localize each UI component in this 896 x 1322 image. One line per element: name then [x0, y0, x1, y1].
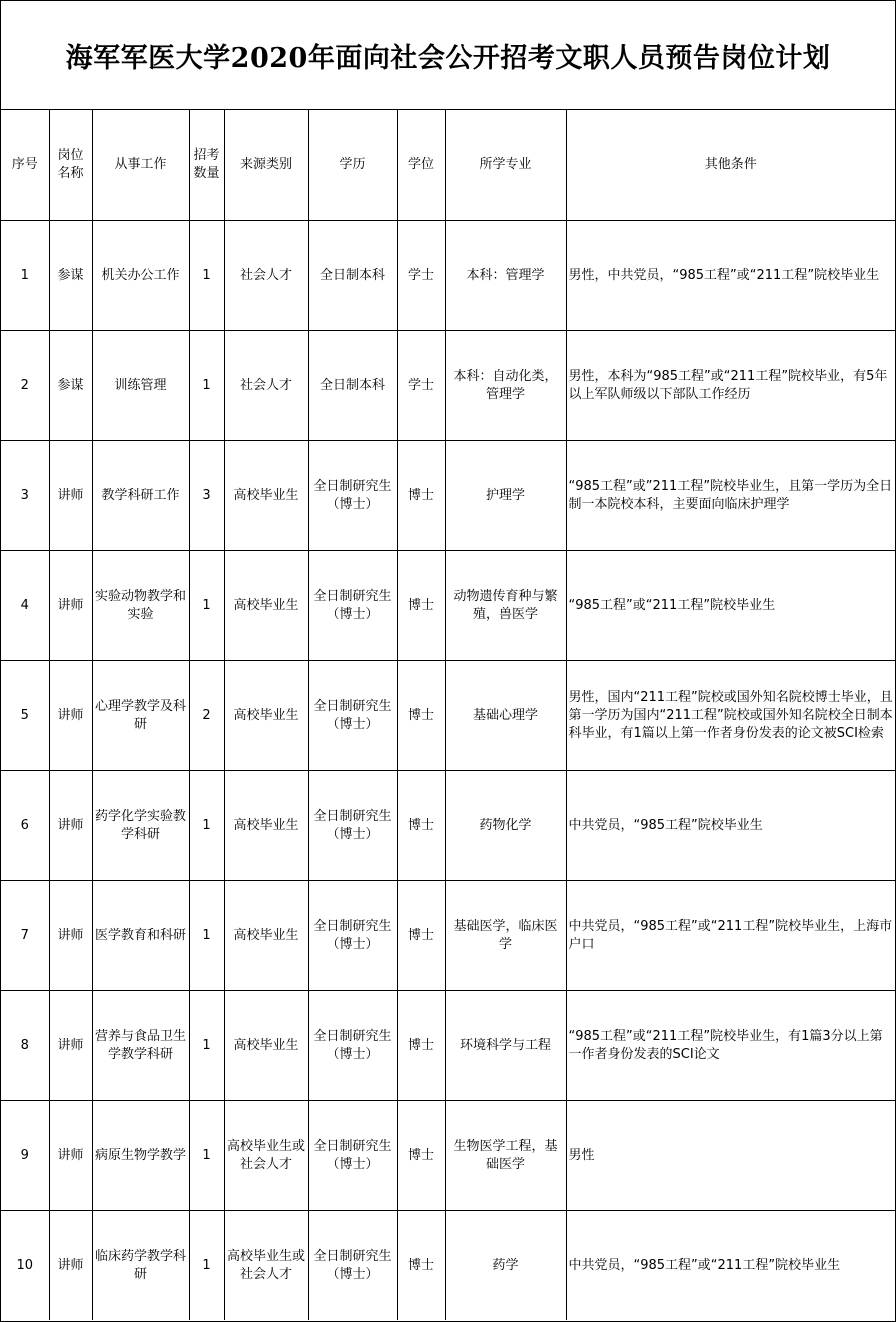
cell-source: 社会人才 — [224, 331, 308, 441]
cell-major: 环境科学与工程 — [445, 991, 566, 1101]
cell-quota: 1 — [189, 1101, 224, 1211]
cell-degree: 博士 — [397, 771, 445, 881]
cell-position: 参谋 — [49, 221, 92, 331]
cell-degree: 学士 — [397, 331, 445, 441]
cell-quota: 2 — [189, 661, 224, 771]
cell-index: 1 — [1, 221, 49, 331]
cell-conditions: 中共党员，“985工程”或“211工程”院校毕业生 — [566, 1211, 895, 1321]
cell-quota: 1 — [189, 331, 224, 441]
cell-source: 社会人才 — [224, 221, 308, 331]
cell-education: 全日制研究生（博士） — [308, 991, 397, 1101]
cell-source: 高校毕业生 — [224, 881, 308, 991]
cell-major: 生物医学工程，基础医学 — [445, 1101, 566, 1211]
cell-degree: 博士 — [397, 441, 445, 551]
cell-position: 讲师 — [49, 1101, 92, 1211]
header-position: 岗位名称 — [49, 110, 92, 221]
cell-major: 基础医学，临床医学 — [445, 881, 566, 991]
header-quota: 招考数量 — [189, 110, 224, 221]
table-row — [1, 441, 895, 551]
cell-education: 全日制研究生（博士） — [308, 1101, 397, 1211]
cell-position: 讲师 — [49, 551, 92, 661]
table-row — [1, 991, 895, 1101]
cell-degree: 博士 — [397, 551, 445, 661]
cell-work: 实验动物教学和实验 — [92, 551, 189, 661]
cell-position: 讲师 — [49, 881, 92, 991]
cell-degree: 博士 — [397, 1101, 445, 1211]
cell-source: 高校毕业生或社会人才 — [224, 1101, 308, 1211]
cell-quota: 1 — [189, 1211, 224, 1321]
cell-major: 本科：管理学 — [445, 221, 566, 331]
cell-position: 讲师 — [49, 991, 92, 1101]
cell-work: 临床药学教学科研 — [92, 1211, 189, 1321]
cell-position: 讲师 — [49, 441, 92, 551]
cell-source: 高校毕业生 — [224, 661, 308, 771]
cell-degree: 博士 — [397, 881, 445, 991]
cell-degree: 博士 — [397, 661, 445, 771]
cell-education: 全日制研究生（博士） — [308, 771, 397, 881]
cell-major: 护理学 — [445, 441, 566, 551]
cell-index: 9 — [1, 1101, 49, 1211]
cell-position: 讲师 — [49, 1211, 92, 1321]
cell-quota: 1 — [189, 771, 224, 881]
cell-index: 10 — [1, 1211, 49, 1321]
cell-work: 病原生物学教学 — [92, 1101, 189, 1211]
cell-education: 全日制本科 — [308, 331, 397, 441]
cell-position: 参谋 — [49, 331, 92, 441]
cell-major: 药学 — [445, 1211, 566, 1321]
cell-index: 6 — [1, 771, 49, 881]
cell-education: 全日制研究生（博士） — [308, 551, 397, 661]
header-index: 序号 — [1, 110, 49, 221]
cell-work: 营养与食品卫生学教学科研 — [92, 991, 189, 1101]
header-source: 来源类别 — [224, 110, 308, 221]
table-row — [1, 331, 895, 441]
cell-major: 动物遗传育种与繁殖，兽医学 — [445, 551, 566, 661]
cell-conditions: “985工程”或”211工程”院校毕业生，且第一学历为全日制一本院校本科，主要面向临床护理学 — [566, 441, 895, 551]
cell-education: 全日制研究生（博士） — [308, 881, 397, 991]
cell-index: 8 — [1, 991, 49, 1101]
cell-index: 2 — [1, 331, 49, 441]
cell-source: 高校毕业生 — [224, 771, 308, 881]
cell-degree: 博士 — [397, 991, 445, 1101]
cell-conditions: 男性，国内“211工程”院校或国外知名院校博士毕业，且第一学历为国内“211工程”院校或国外知名院校全日制本科毕业，有1篇以上第一作者身份发表的论文被SCI检索 — [566, 661, 895, 771]
table-row — [1, 221, 895, 331]
cell-position: 讲师 — [49, 661, 92, 771]
cell-education: 全日制研究生（博士） — [308, 661, 397, 771]
cell-work: 机关办公工作 — [92, 221, 189, 331]
cell-conditions: 男性，本科为“985工程”或“211工程”院校毕业，有5年以上军队师级以下部队工作经历 — [566, 331, 895, 441]
table-row — [1, 661, 895, 771]
cell-quota: 3 — [189, 441, 224, 551]
cell-quota: 1 — [189, 221, 224, 331]
cell-conditions: “985工程”或“211工程”院校毕业生，有1篇3分以上第一作者身份发表的SCI论文 — [566, 991, 895, 1101]
table-row — [1, 1101, 895, 1211]
cell-education: 全日制研究生（博士） — [308, 1211, 397, 1321]
cell-quota: 1 — [189, 551, 224, 661]
cell-source: 高校毕业生 — [224, 551, 308, 661]
table-row — [1, 551, 895, 661]
cell-major: 药物化学 — [445, 771, 566, 881]
cell-conditions: 男性 — [566, 1101, 895, 1211]
cell-index: 5 — [1, 661, 49, 771]
header-degree: 学位 — [397, 110, 445, 221]
cell-conditions: 男性，中共党员，“985工程”或“211工程”院校毕业生 — [566, 221, 895, 331]
table-row — [1, 881, 895, 991]
cell-index: 4 — [1, 551, 49, 661]
cell-degree: 博士 — [397, 1211, 445, 1321]
cell-major: 基础心理学 — [445, 661, 566, 771]
cell-source: 高校毕业生 — [224, 991, 308, 1101]
cell-source: 高校毕业生 — [224, 441, 308, 551]
cell-conditions: “985工程”或“211工程”院校毕业生 — [566, 551, 895, 661]
table-row — [1, 771, 895, 881]
cell-work: 药学化学实验教学科研 — [92, 771, 189, 881]
position-table — [1, 110, 895, 1320]
cell-work: 医学教育和科研 — [92, 881, 189, 991]
header-conditions: 其他条件 — [566, 110, 895, 221]
header-major: 所学专业 — [445, 110, 566, 221]
cell-work: 教学科研工作 — [92, 441, 189, 551]
cell-work: 训练管理 — [92, 331, 189, 441]
cell-major: 本科：自动化类，管理学 — [445, 331, 566, 441]
table-row — [1, 1211, 895, 1321]
cell-education: 全日制研究生（博士） — [308, 441, 397, 551]
header-work: 从事工作 — [92, 110, 189, 221]
page-title: 海军军医大学2020年面向社会公开招考文职人员预告岗位计划 — [1, 1, 895, 110]
cell-position: 讲师 — [49, 771, 92, 881]
cell-conditions: 中共党员，“985工程”院校毕业生 — [566, 771, 895, 881]
cell-index: 7 — [1, 881, 49, 991]
cell-quota: 1 — [189, 881, 224, 991]
cell-conditions: 中共党员，“985工程”或“211工程”院校毕业生，上海市户口 — [566, 881, 895, 991]
cell-quota: 1 — [189, 991, 224, 1101]
table-header-row — [1, 110, 895, 221]
cell-degree: 学士 — [397, 221, 445, 331]
cell-index: 3 — [1, 441, 49, 551]
cell-work: 心理学教学及科研 — [92, 661, 189, 771]
header-education: 学历 — [308, 110, 397, 221]
cell-source: 高校毕业生或社会人才 — [224, 1211, 308, 1321]
cell-education: 全日制本科 — [308, 221, 397, 331]
